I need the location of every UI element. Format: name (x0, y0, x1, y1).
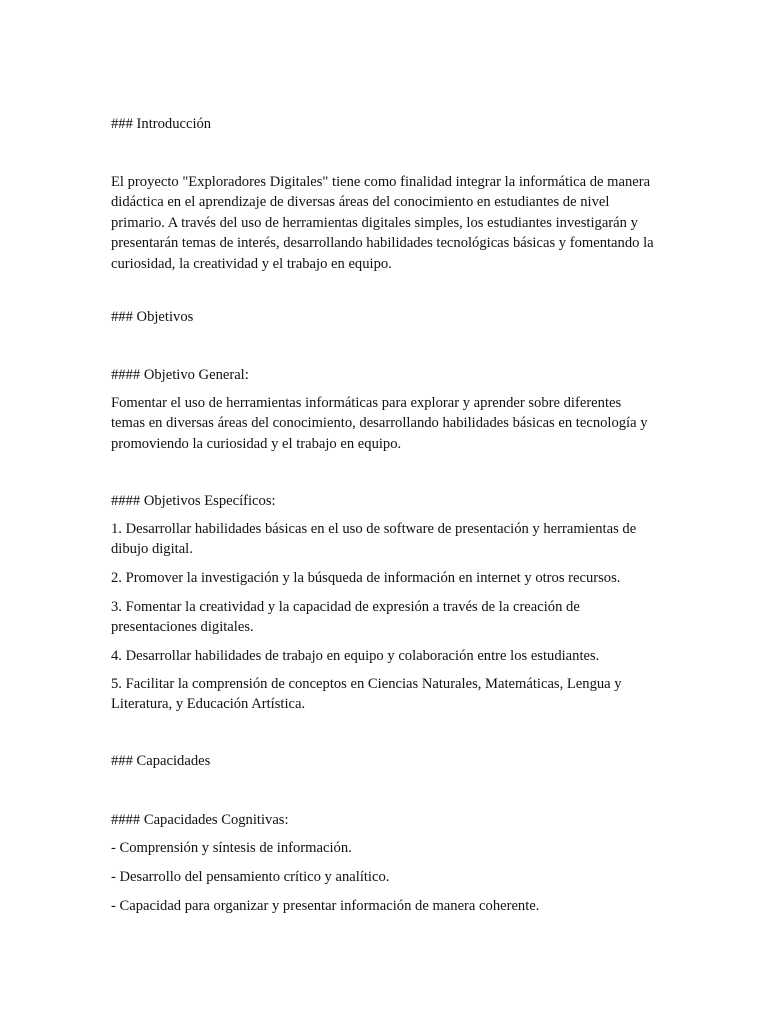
specific-objective-item: 2. Promover la investigación y la búsqueda de información en internet y otros recursos. (111, 570, 621, 586)
specific-objective-item: 4. Desarrollar habilidades de trabajo en equipo y colaboración entre los estudiantes. (111, 648, 600, 664)
intro-heading: ### Introducción (111, 116, 212, 132)
objectives-heading: ### Objetivos (111, 309, 194, 325)
specific-objective-item: 3. Fomentar la creatividad y la capacidad de expresión a través de la creación de presentaciones digitales. (111, 599, 580, 636)
cognitive-capacity-item: - Capacidad para organizar y presentar información de manera coherente. (111, 898, 540, 914)
specific-objective-item: 5. Facilitar la comprensión de conceptos en Ciencias Naturales, Matemáticas, Lengua y Literatura, y Educación Artística. (111, 676, 622, 713)
cognitive-capacities-heading: #### Capacidades Cognitivas: (111, 812, 289, 828)
general-objective-heading: #### Objetivo General: (111, 367, 249, 383)
specific-objective-item: 1. Desarrollar habilidades básicas en el uso de software de presentación y herramientas de dibujo digital. (111, 521, 637, 558)
intro-paragraph: El proyecto "Exploradores Digitales" tiene como finalidad integrar la informática de manera didáctica en el aprendizaje de diversas áreas del conocimiento en estudiantes de nivel primario. A través del uso de herramientas digitales simples, los estudiantes investigarán y presentarán temas de interés, desarrollando habilidades tecnológicas básicas y fomentando la curiosidad, la creatividad y el trabajo en equipo. (111, 174, 654, 272)
cognitive-capacity-item: - Comprensión y síntesis de información. (111, 840, 352, 856)
general-objective-text: Fomentar el uso de herramientas informáticas para explorar y aprender sobre diferentes temas en diversas áreas del conocimiento, desarrollando habilidades básicas en tecnología y promoviendo la curiosidad y el trabajo en equipo. (111, 395, 648, 452)
capacities-heading: ### Capacidades (111, 753, 211, 769)
specific-objectives-heading: #### Objetivos Específicos: (111, 493, 276, 509)
cognitive-capacity-item: - Desarrollo del pensamiento crítico y analítico. (111, 869, 390, 885)
